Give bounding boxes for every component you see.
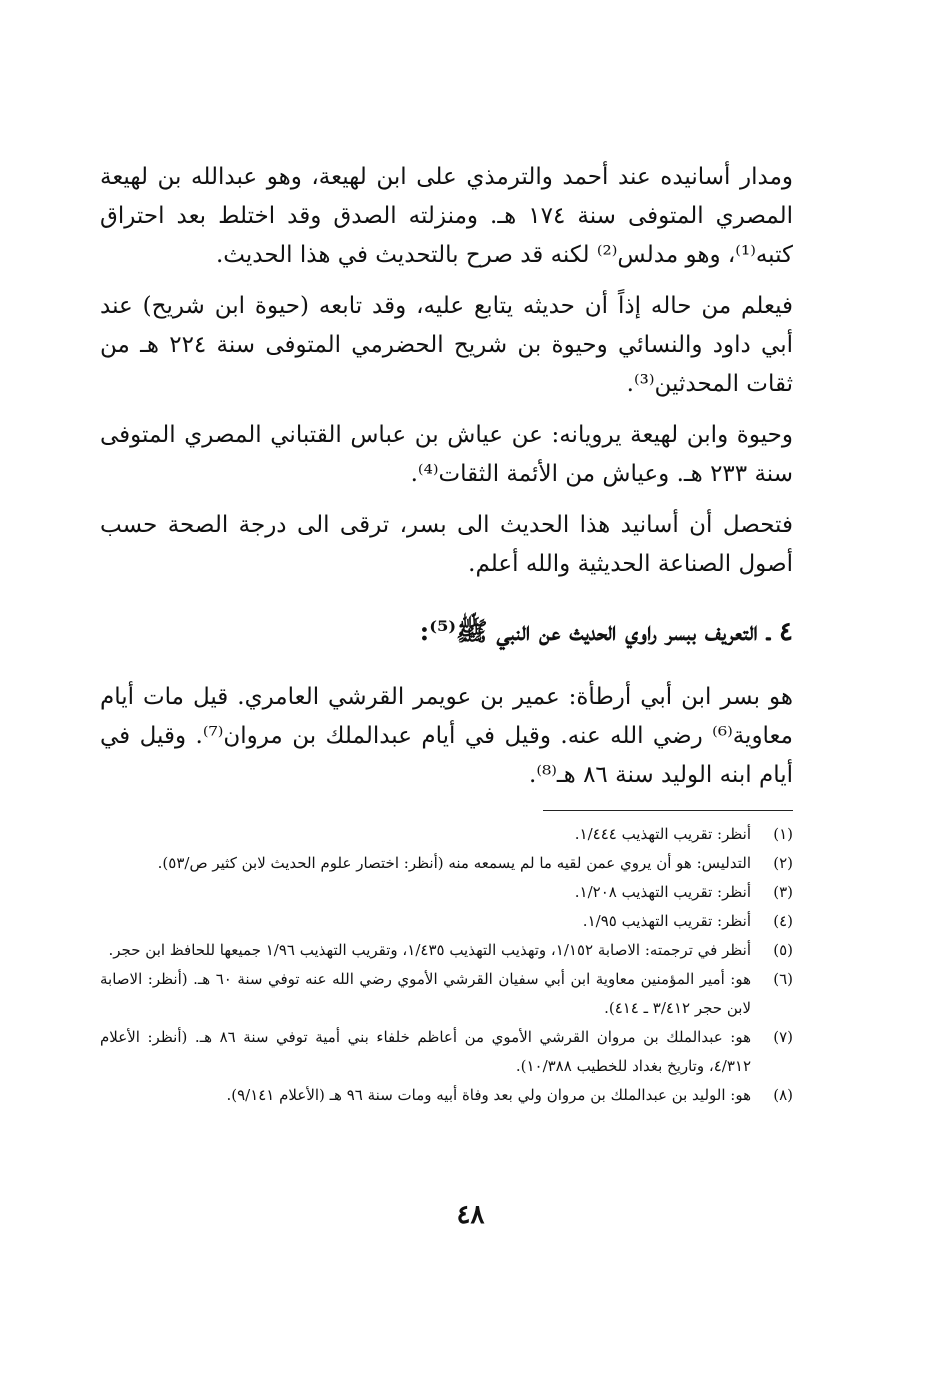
section-heading: ٤ ـ التعريف ببسر راوي الحديث عن النبي ﷺ⁽⁵⁾:: [419, 617, 793, 647]
page-number: ٤٨: [456, 1200, 485, 1230]
paragraph: فيعلم من حاله إذاً أن حديثه يتابع عليه، وقد تابعه (حيوة ابن شريح) عند أبي داود والنسائي وحيوة بن شريح الحضرمي المتوفى سنة ٢٢٤ هـ من ثقات المحدثين⁽³⁾.: [100, 293, 793, 397]
footnote-number: (٧): [773, 1028, 793, 1046]
footnote-text: التدليس: هو أن يروي عمن لقيه ما لم يسمعه منه (أنظر: اختصار علوم الحديث لابن كثير ص/٥٣).: [157, 854, 751, 872]
footnote-number: (٦): [773, 970, 793, 988]
footnote-number: (٨): [773, 1086, 793, 1104]
main-text: [100, 158, 793, 596]
footnote-text: هو: أمير المؤمنين معاوية ابن أبي سفيان القرشي الأموي رضي الله عنه توفي سنة ٦٠ هـ. (أنظر: الاصابة لابن حجر ٣/٤١٢ ـ ٤١٤).: [100, 970, 752, 1017]
footnote-number: (٥): [773, 941, 793, 959]
footnotes: [100, 820, 793, 1110]
biography-paragraph: هو بسر ابن أبي أرطأة: عمير بن عويمر القرشي العامري. قيل مات أيام معاوية⁽⁶⁾ رضي الله عنه. وقيل في أيام عبدالملك بن مروان⁽⁷⁾. وقيل في أيام ابنه الوليد سنة ٨٦ هـ⁽⁸⁾.: [100, 684, 793, 788]
paragraph: ومدار أسانيده عند أحمد والترمذي على ابن لهيعة، وهو عبدالله بن لهيعة المصري المتوفى سنة ١٧٤ هـ. ومنزلته الصدق وقد اختلط بعد احتراق كتبه⁽¹⁾، وهو مدلس⁽²⁾ لكنه قد صرح بالتحديث في هذا الحديث.: [100, 164, 793, 268]
footnote: [100, 1081, 793, 1110]
footnote: [100, 965, 793, 1023]
footnote-number: (٣): [773, 883, 793, 901]
footnote-text: أنظر: تقريب التهذيب ١/٢٠٨.: [574, 883, 751, 901]
footnote-text: هو: الوليد بن عبدالملك بن مروان ولي بعد وفاة أبيه ومات سنة ٩٦ هـ (الأعلام ٩/١٤١).: [226, 1086, 751, 1104]
footnote-text: أنظر: تقريب التهذيب ١/٩٥.: [582, 912, 751, 930]
paragraph: وحيوة وابن لهيعة يرويانه: عن عياش بن عباس القتباني المصري المتوفى سنة ٢٣٣ هـ. وعياش من الأئمة الثقات⁽⁴⁾.: [100, 422, 793, 487]
footnote-text: أنظر: تقريب التهذيب ١/٤٤٤.: [574, 825, 751, 843]
footnote: [100, 1023, 793, 1081]
footnote: [100, 849, 793, 878]
footnote: [100, 878, 793, 907]
footnote-number: (١): [773, 825, 793, 843]
footnote-text: هو: عبدالملك بن مروان القرشي الأموي من أعاظم خلفاء بني أمية توفي سنة ٨٦ هـ. (أنظر: الأعلام ٤/٣١٢، وتاريخ بغداد للخطيب ١٠/٣٨٨).: [100, 1028, 751, 1075]
paragraph: فتحصل أن أسانيد هذا الحديث الى بسر، ترقى الى درجة الصحة حسب أصول الصناعة الحديثية والله أعلم.: [100, 512, 793, 577]
footnote: [100, 907, 793, 936]
footnote: [100, 820, 793, 849]
footnote: [100, 936, 793, 965]
footnote-text: أنظر في ترجمته: الاصابة ١/١٥٢، وتهذيب التهذيب ١/٤٣٥، وتقريب التهذيب ١/٩٦ جميعها للحافظ ابن حجر.: [108, 941, 751, 959]
footnote-separator: [543, 810, 793, 811]
footnote-number: (٢): [773, 854, 793, 872]
footnote-number: (٤): [773, 912, 793, 930]
